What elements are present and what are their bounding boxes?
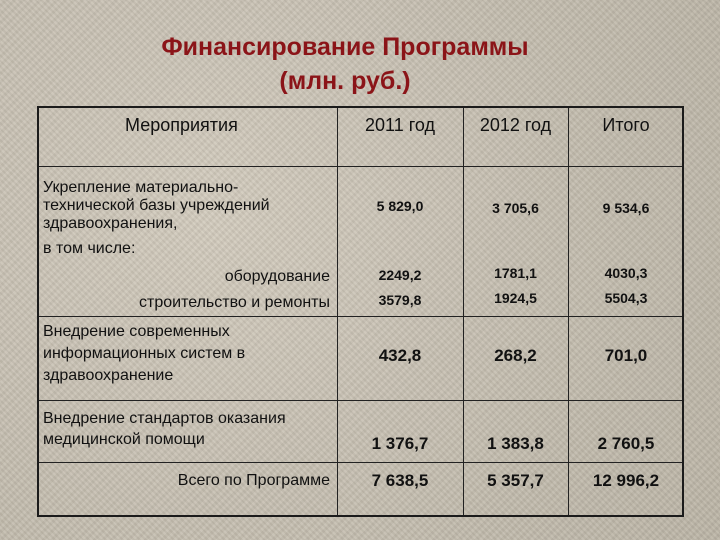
total-row-divider — [39, 462, 682, 463]
cell-total: 2 760,5 — [597, 434, 655, 453]
row-label-line: здравоохранение — [43, 367, 174, 384]
cell-2012: 1924,5 — [494, 290, 537, 306]
cell-2012: 3 705,6 — [492, 200, 539, 216]
row-label-line: медицинской помощи — [43, 431, 205, 448]
row-label: оборудование — [224, 268, 330, 285]
row-label-line: Внедрение стандартов оказания — [43, 410, 286, 427]
cell-2012: 268,2 — [494, 346, 537, 365]
row-label-line: технической базы учреждений — [43, 197, 270, 214]
grand-total: 12 996,2 — [592, 471, 660, 490]
row-label-line: в том числе: — [43, 240, 136, 257]
cell-2011: 2249,2 — [378, 267, 422, 283]
row-label: строительство и ремонты — [139, 294, 330, 311]
total-2011: 7 638,5 — [371, 471, 429, 490]
title-line-2: (млн. руб.) — [279, 67, 411, 95]
total-2012: 5 357,7 — [487, 471, 544, 490]
financing-table — [37, 106, 684, 517]
cell-total: 9 534,6 — [602, 200, 650, 216]
cell-2011: 3579,8 — [378, 292, 422, 308]
row-label-line: здравоохранения, — [43, 215, 178, 232]
cell-total: 4030,3 — [604, 265, 648, 281]
row-divider — [39, 316, 682, 317]
header-2011: 2011 год — [365, 115, 435, 135]
cell-2012: 1 383,8 — [487, 434, 544, 453]
header-total: Итого — [602, 115, 650, 135]
page-title — [90, 30, 600, 98]
cell-2012: 1781,1 — [494, 265, 537, 281]
header-2012: 2012 год — [479, 115, 552, 135]
cell-2011: 5 829,0 — [376, 198, 424, 214]
cell-total: 701,0 — [604, 346, 648, 365]
row-label-line: информационных систем в — [43, 345, 246, 362]
total-row-label: Всего по Программе — [177, 472, 330, 489]
cell-2011: 1 376,7 — [371, 434, 429, 453]
header-activity: Мероприятия — [125, 115, 238, 135]
cell-total: 5504,3 — [604, 290, 648, 306]
title-line-1: Финансирование Программы — [161, 33, 529, 61]
row-label-line: Внедрение современных — [43, 323, 230, 340]
row-divider — [39, 400, 682, 401]
row-label-line: Укрепление материально- — [43, 179, 239, 196]
header-divider — [39, 166, 682, 167]
cell-2011: 432,8 — [378, 346, 422, 365]
